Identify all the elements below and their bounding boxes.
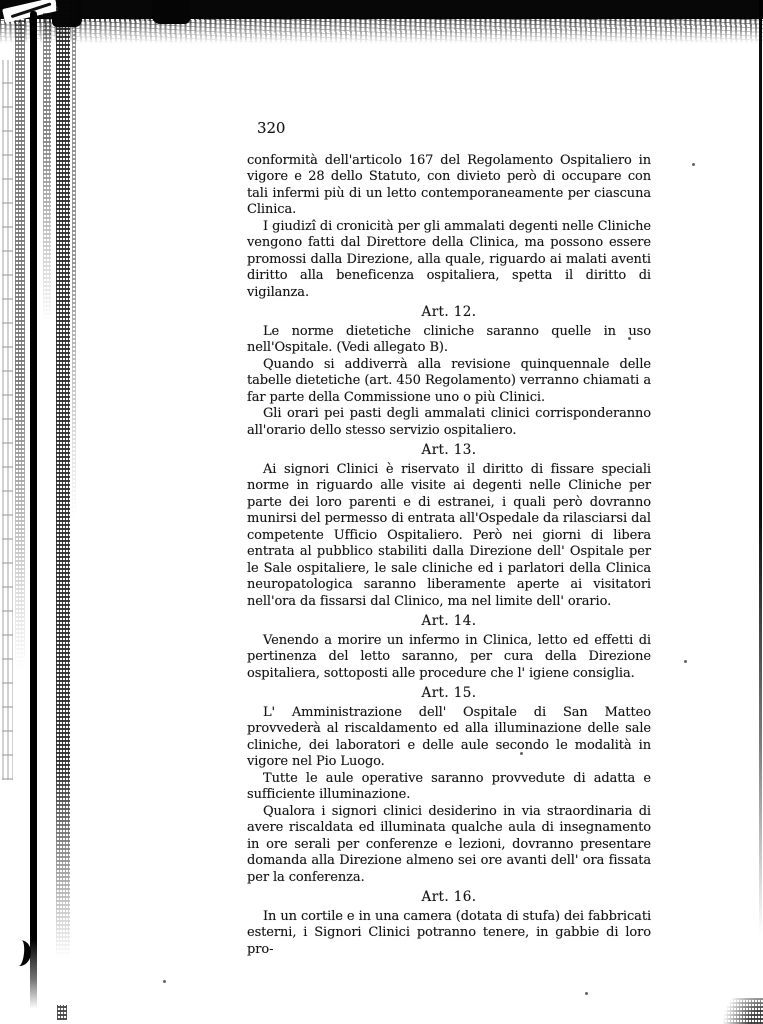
text-paragraph: In un cortile e in una camera (dotata di stufa) dei fabbricati esterni, i Signori Clinici potranno tenere, in gabbie di loro pro-	[247, 908, 651, 957]
scan-speckle	[684, 660, 687, 663]
article-heading-12: Art. 12.	[421, 304, 477, 320]
binding-streak	[43, 13, 51, 323]
page-text-column	[247, 120, 651, 958]
binding-streak	[72, 0, 76, 520]
binding-streak	[15, 20, 25, 670]
text-paragraph: Qualora i signori clinici desiderino in via straordinaria di avere riscaldata ed illuminata qualche aula di insegnamento in ore serali per conferenze e lezioni, dovranno presentare domanda alla Direzione almeno sei ore avanti dell' ora fissata per la conferenza.	[247, 803, 651, 885]
binding-streak	[56, 0, 70, 958]
text-paragraph: Ai signori Clinici è riservato il diritto di fissare speciali norme in riguardo alle visite ai degenti nelle Cliniche per parte dei loro parenti e di estranei, i quali però dovranno munirsi del permesso di entrata all'Ospedale da rilasciarsi dal competente Ufficio Ospitaliero. Però nei giorni di libera entrata al pubblico stabiliti dalla Direzione dell' Ospitale per le Sale ospitaliere, le sale cliniche ed i parlatori della Clinica neuropatologica saranno liberamente aperte ai visitatori nell'ora da fissarsi dal Clinico, ma nel limite dell' orario.	[247, 461, 651, 609]
scan-top-edge-noise	[0, 17, 763, 45]
article-heading-16: Art. 16.	[421, 889, 477, 905]
scan-corner-noise	[715, 998, 763, 1024]
text-paragraph: Tutte le aule operative saranno provvedute di adatta e sufficiente illuminazione.	[247, 770, 651, 802]
article-heading-13: Art. 13.	[421, 442, 477, 458]
scan-speckle	[692, 163, 695, 166]
scan-bottom-mark	[57, 1005, 67, 1020]
binding-streak	[30, 11, 37, 1009]
scan-speckle	[585, 992, 588, 995]
text-paragraph: I giudizî di cronicità per gli ammalati degenti nelle Cliniche vengono fatti dal Direttore della Clinica, ma possono essere promossi dalla Direzione, alla quale, riguardo ai malati aventi diritto alla beneficenza ospitaliera, spetta il diritto di vigilanza.	[247, 218, 651, 300]
scan-top-ink-blob	[152, 0, 190, 24]
text-paragraph: L' Amministrazione dell' Ospitale di San Matteo provvederà al riscaldamento ed alla illuminazione delle sale cliniche, dei laboratori e delle aule secondo le modalità in vigore nel Pio Luogo.	[247, 704, 651, 769]
scan-right-edge-line	[759, 0, 762, 935]
article-heading-14: Art. 14.	[421, 613, 477, 629]
binding-ink-blob	[8, 939, 33, 967]
text-paragraph: Le norme dietetiche cliniche saranno quelle in uso nell'Ospitale. (Vedi allegato B).	[247, 323, 651, 355]
text-paragraph: Venendo a morire un infermo in Clinica, letto ed effetti di pertinenza del letto saranno, per cura della Direzione ospitaliera, sottoposti alle procedure che l' igiene consiglia.	[247, 632, 651, 681]
text-paragraph: Gli orari pei pasti degli ammalati clinici corrisponderanno all'orario dello stesso servizio ospitaliero.	[247, 406, 651, 438]
scan-speckle	[163, 980, 166, 983]
text-paragraph: conformità dell'articolo 167 del Regolamento Ospitaliero in vigore e 28 dello Statuto, con divieto però di occupare con tali infermi più di un letto contemporaneamente per ciascuna Clinica.	[247, 152, 651, 217]
article-heading-15: Art. 15.	[421, 685, 477, 701]
binding-speckle-column	[2, 60, 13, 780]
page-number: 320	[257, 119, 286, 137]
text-paragraph: Quando si addiverrà alla revisione quinquennale delle tabelle dietetiche (art. 450 Regolamento) verranno chiamati a far parte della Commissione uno o più Clinici.	[247, 356, 651, 405]
